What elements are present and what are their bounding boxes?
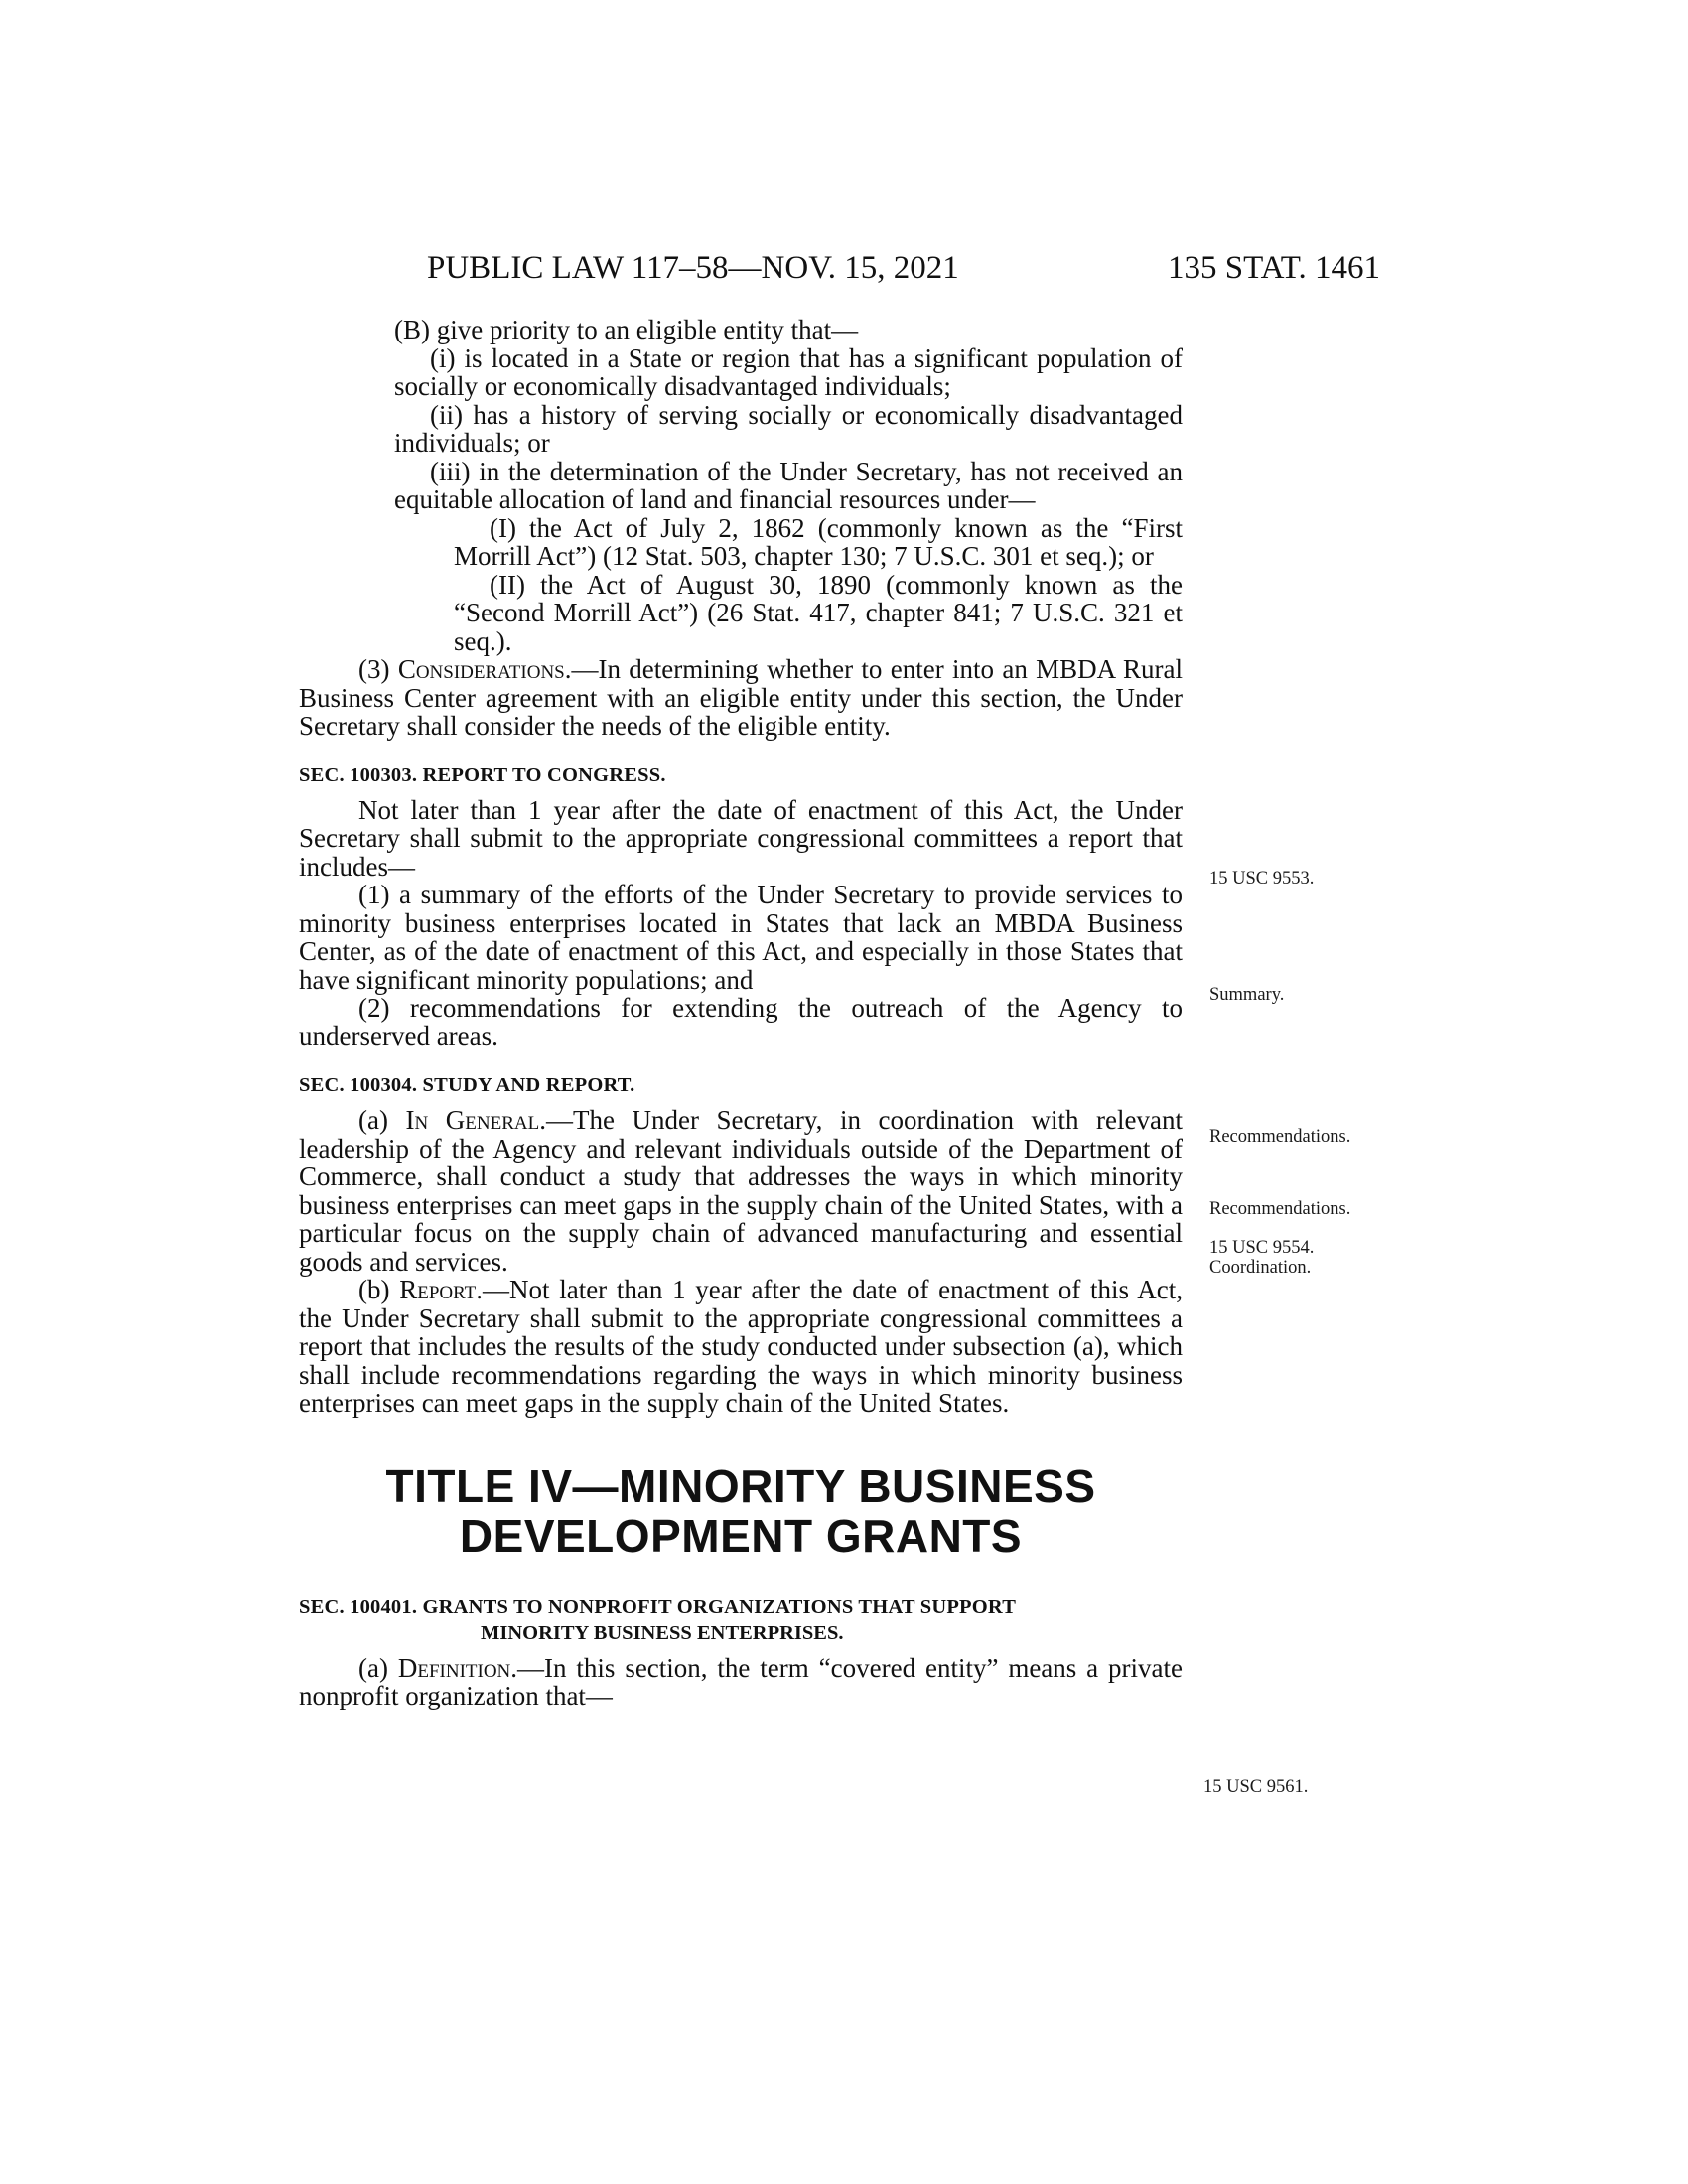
- subsection-label: (a): [358, 1105, 406, 1135]
- subsection-text: .—Not later than 1 year after the date of enactment of this Act, the Under Secretary shall submit to the appropriate congressional committees a report that includes the results of the study conducted under subsection (a), which shall include recommendations regarding the ways in which minority business enterprises can meet gaps in the supply chain of the United States.: [299, 1275, 1183, 1418]
- clause-B-i: (i) is located in a State or region that has a significant population of socially or economically disadvantaged individuals;: [394, 342, 1183, 401]
- document-body: [299, 316, 1183, 1710]
- section-100303-item-2: (2) recommendations for extending the outreach of the Agency to underserved areas.: [299, 993, 1183, 1051]
- title-iv-heading: [299, 1461, 1183, 1561]
- paragraph-heading: Considerations: [397, 654, 565, 684]
- margin-note-coordination: Coordination.: [1209, 1258, 1312, 1278]
- title-iv-line-2: DEVELOPMENT GRANTS: [459, 1509, 1023, 1562]
- margin-note-usc-9561: 15 USC 9561.: [1203, 1777, 1309, 1797]
- page-header: [427, 246, 1380, 290]
- section-heading-100401: SEC. 100401. GRANTS TO NONPROFIT ORGANIZATIONS THAT SUPPORT: [299, 1595, 1017, 1618]
- margin-note-usc-9553: 15 USC 9553.: [1209, 869, 1315, 888]
- margin-note-recommendations-1: Recommendations.: [1209, 1127, 1351, 1147]
- section-heading-100304: SEC. 100304. STUDY AND REPORT.: [299, 1074, 635, 1096]
- section-100303-item-1: (1) a summary of the efforts of the Under Secretary to provide services to minority business enterprises located in States that lack an MBDA Business Center, as of the date of enactment of this Act, and especially in those States that have significant minority populations; and: [299, 880, 1183, 995]
- section-heading-100303: SEC. 100303. REPORT TO CONGRESS.: [299, 763, 666, 786]
- clause-B-iii-I: (I) the Act of July 2, 1862 (commonly known as the “First Morrill Act”) (12 Stat. 503, chapter 130; 7 U.S.C. 301 et seq.); or: [454, 512, 1183, 571]
- clause-B: (B) give priority to an eligible entity that—: [394, 315, 859, 344]
- clause-B-ii: (ii) has a history of serving socially or economically disadvantaged individuals; or: [394, 399, 1183, 458]
- title-iv-line-1: TITLE IV—MINORITY BUSINESS: [385, 1459, 1096, 1512]
- paragraph-label: (3): [358, 654, 398, 684]
- section-heading-100401-continued: MINORITY BUSINESS ENTERPRISES.: [481, 1621, 844, 1644]
- running-title: PUBLIC LAW 117–58—NOV. 15, 2021: [427, 250, 959, 286]
- section-100401-a: [299, 1654, 1183, 1710]
- margin-note-usc-9554: 15 USC 9554.: [1209, 1238, 1315, 1258]
- paragraph-3-considerations: [299, 655, 1183, 741]
- subsection-label: (a): [358, 1652, 398, 1683]
- subsection-heading: In General: [405, 1105, 540, 1135]
- subsection-text: .—In this section, the term “covered entity” means a private nonprofit organization that—: [299, 1652, 1184, 1710]
- subsection-label: (b): [358, 1275, 400, 1304]
- paragraph-text: .—In determining whether to enter into an MBDA Rural Business Center agreement with an eligible entity under this section, the Under Secretary shall consider the needs of the eligible entity.: [299, 654, 1184, 741]
- section-100303-intro: Not later than 1 year after the date of enactment of this Act, the Under Secretary shall submit to the appropriate congressional committees a report that includes—: [299, 794, 1183, 882]
- stat-page-number: 135 STAT. 1461: [1167, 250, 1380, 286]
- clause-B-iii: (iii) in the determination of the Under Secretary, has not received an equitable allocation of land and financial resources under—: [394, 456, 1183, 514]
- subsection-heading: Report: [399, 1275, 477, 1304]
- margin-note-recommendations-2: Recommendations.: [1209, 1199, 1351, 1219]
- subsection-text: .—The Under Secretary, in coordination with relevant leadership of the Agency and relevant individuals outside of the Department of Commerce, shall conduct a study that addresses the ways in which minority business enterprises can meet gaps in the supply chain of the United States, with a particular focus on the supply chain of advanced manufacturing and essential goods and services.: [299, 1105, 1183, 1277]
- clause-B-iii-II: (II) the Act of August 30, 1890 (commonly known as the “Second Morrill Act”) (26 Stat. 417, chapter 841; 7 U.S.C. 321 et seq.).: [454, 569, 1183, 656]
- section-100304-a: [299, 1106, 1183, 1276]
- subsection-heading: Definition: [397, 1652, 511, 1683]
- section-100304-b: [299, 1276, 1183, 1418]
- margin-note-summary: Summary.: [1209, 985, 1285, 1005]
